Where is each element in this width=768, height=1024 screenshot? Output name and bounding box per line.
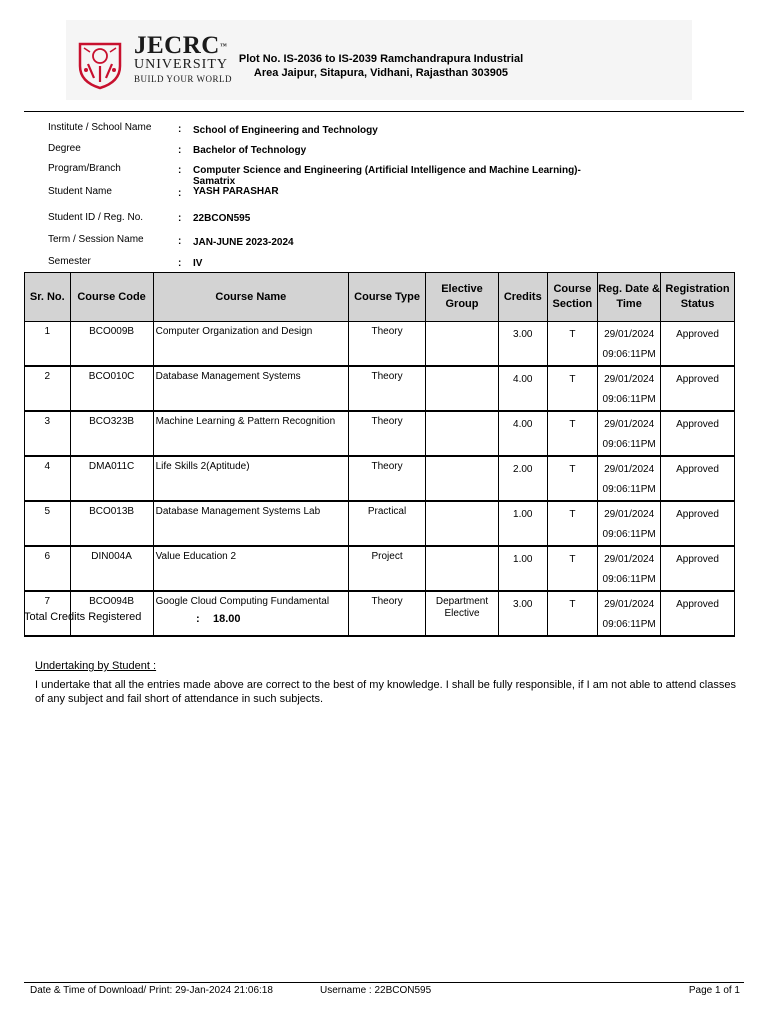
cell-status: Approved (661, 456, 735, 501)
info-colon: : (178, 236, 182, 247)
university-logo (74, 38, 126, 90)
cell-code: BCO013B (70, 501, 153, 546)
cell-type: Theory (349, 411, 426, 456)
col-header-elective: Elective Group (426, 273, 499, 322)
cell-elective (426, 322, 499, 367)
info-colon: : (178, 258, 182, 269)
col-header-credits: Credits (498, 273, 547, 322)
cell-status: Approved (661, 546, 735, 591)
cell-sr: 6 (25, 546, 71, 591)
info-colon: : (178, 213, 182, 224)
cell-name: Computer Organization and Design (153, 322, 348, 367)
cell-status: Approved (661, 322, 735, 367)
info-value: Bachelor of Technology (193, 145, 307, 156)
info-label: Student ID / Reg. No. (48, 212, 144, 223)
col-header-sr: Sr. No. (25, 273, 71, 322)
cell-code: DIN004A (70, 546, 153, 591)
cell-name: Database Management Systems Lab (153, 501, 348, 546)
info-value: IV (193, 258, 203, 269)
cell-elective: Department Elective (426, 591, 499, 636)
cell-name: Google Cloud Computing Fundamental (153, 591, 348, 636)
cell-section: T (547, 591, 598, 636)
cell-status: Approved (661, 411, 735, 456)
cell-sr: 2 (25, 366, 71, 411)
cell-regdate: 29/01/2024 09:06:11PM (598, 456, 661, 501)
cell-status: Approved (661, 591, 735, 636)
table-row (25, 456, 735, 501)
cell-credits: 3.00 (498, 591, 547, 636)
info-label: Student Name (48, 186, 112, 197)
cell-credits: 3.00 (498, 322, 547, 367)
total-credits-label: Total Credits Registered (24, 611, 142, 623)
cell-code: DMA011C (70, 456, 153, 501)
cell-sr: 5 (25, 501, 71, 546)
cell-credits: 1.00 (498, 501, 547, 546)
cell-type: Practical (349, 501, 426, 546)
info-value: 22BCON595 (193, 213, 251, 224)
page-number: Page 1 of 1 (688, 985, 740, 996)
table-row (25, 366, 735, 411)
cell-code: BCO323B (70, 411, 153, 456)
cell-section: T (547, 411, 598, 456)
brand-tagline: BUILD YOUR WORLD (134, 74, 232, 84)
cell-credits: 4.00 (498, 366, 547, 411)
info-colon: : (178, 188, 182, 199)
cell-sr: 3 (25, 411, 71, 456)
cell-section: T (547, 501, 598, 546)
cell-regdate: 29/01/2024 09:06:11PM (598, 591, 661, 636)
cell-regdate: 29/01/2024 09:06:11PM (598, 546, 661, 591)
table-row (25, 546, 735, 591)
cell-elective (426, 501, 499, 546)
cell-credits: 1.00 (498, 546, 547, 591)
info-value: School of Engineering and Technology (193, 125, 378, 136)
university-address: Plot No. IS-2036 to IS-2039 Ramchandrapura Industrial Area Jaipur, Sitapura, Vidhani, Rajasthan 303905 (238, 53, 524, 79)
cell-sr: 7 (25, 591, 71, 636)
cell-name: Value Education 2 (153, 546, 348, 591)
cell-section: T (547, 456, 598, 501)
cell-credits: 2.00 (498, 456, 547, 501)
cell-name: Machine Learning & Pattern Recognition (153, 411, 348, 456)
footer-username: Username : 22BCON595 (320, 985, 432, 996)
cell-section: T (547, 322, 598, 367)
header-divider (24, 111, 744, 112)
cell-sr: 4 (25, 456, 71, 501)
info-value: Computer Science and Engineering (Artificial Intelligence and Machine Learning)-Samatrix (193, 165, 581, 187)
table-row (25, 501, 735, 546)
cell-elective (426, 366, 499, 411)
cell-type: Project (349, 546, 426, 591)
info-label: Institute / School Name (48, 122, 152, 133)
total-credits-colon: : (196, 613, 200, 625)
info-label: Semester (48, 256, 91, 267)
cell-regdate: 29/01/2024 09:06:11PM (598, 366, 661, 411)
table-header-row (25, 273, 735, 322)
col-header-section: Course Section (547, 273, 598, 322)
cell-type: Theory (349, 456, 426, 501)
cell-credits: 4.00 (498, 411, 547, 456)
info-colon: : (178, 165, 182, 176)
info-colon: : (178, 145, 182, 156)
info-label: Term / Session Name (48, 234, 144, 245)
info-colon: : (178, 124, 182, 135)
cell-status: Approved (661, 501, 735, 546)
table-row (25, 411, 735, 456)
cell-section: T (547, 546, 598, 591)
col-header-status: Registration Status (661, 273, 735, 322)
cell-regdate: 29/01/2024 09:06:11PM (598, 501, 661, 546)
cell-regdate: 29/01/2024 09:06:11PM (598, 411, 661, 456)
cell-type: Theory (349, 366, 426, 411)
cell-type: Theory (349, 591, 426, 636)
download-timestamp: Date & Time of Download/ Print: 29-Jan-2024 21:06:18 (30, 985, 273, 996)
brand-name: JECRC™ (134, 32, 228, 59)
brand-subtitle: UNIVERSITY (134, 57, 228, 72)
cell-elective (426, 546, 499, 591)
col-header-type: Course Type (349, 273, 426, 322)
info-value: YASH PARASHAR (193, 186, 279, 197)
brand-block (134, 34, 232, 84)
info-label: Program/Branch (48, 163, 121, 174)
table-row (25, 322, 735, 367)
course-registration-table (24, 272, 735, 637)
cell-name: Database Management Systems (153, 366, 348, 411)
col-header-regdate: Reg. Date & Time (598, 273, 661, 322)
cell-elective (426, 456, 499, 501)
undertaking-title: Undertaking by Student : (35, 660, 157, 672)
total-credits-value: 18.00 (213, 613, 241, 625)
cell-section: T (547, 366, 598, 411)
footer-divider (24, 982, 744, 983)
info-label: Degree (48, 143, 81, 154)
cell-elective (426, 411, 499, 456)
cell-sr: 1 (25, 322, 71, 367)
cell-name: Life Skills 2(Aptitude) (153, 456, 348, 501)
cell-type: Theory (349, 322, 426, 367)
col-header-name: Course Name (153, 273, 348, 322)
cell-status: Approved (661, 366, 735, 411)
cell-code: BCO009B (70, 322, 153, 367)
col-header-code: Course Code (70, 273, 153, 322)
undertaking-text: I undertake that all the entries made above are correct to the best of my knowledge. I shall be fully responsible, if I am not able to attend classes of any subject and fail short of attendance in such subjects. (35, 679, 736, 705)
info-value: JAN-JUNE 2023-2024 (193, 237, 294, 248)
cell-code: BCO094B (70, 591, 153, 636)
cell-regdate: 29/01/2024 09:06:11PM (598, 322, 661, 367)
cell-code: BCO010C (70, 366, 153, 411)
